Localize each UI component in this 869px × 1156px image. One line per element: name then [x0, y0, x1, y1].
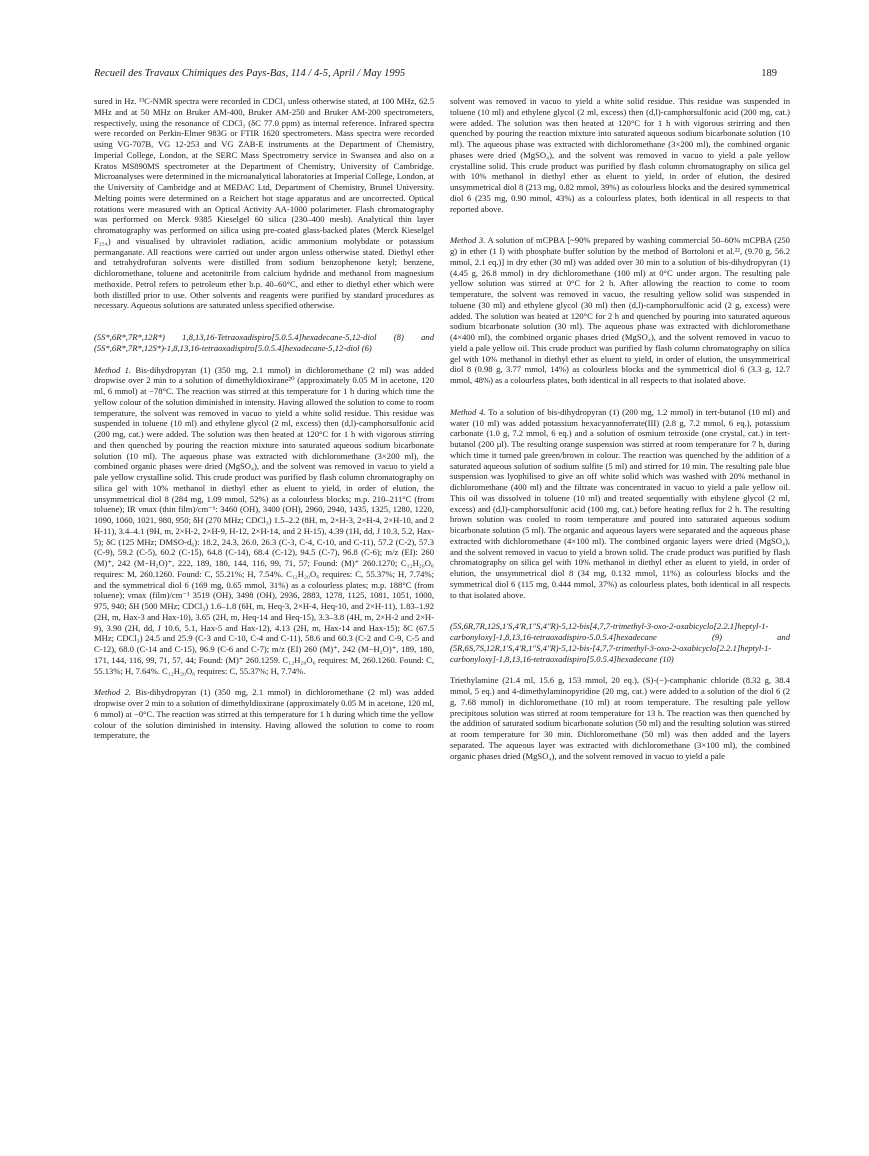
general-methods-paragraph: sured in Hz. ¹³C-NMR spectra were recorded in CDCl₃ unless otherwise stated, at 100 MHz, 62.5 MHz and at 50 MHz on Bruker AM-400, Bruker AM-250 and Bruker AM-200 spectrometers, respectively, using the resonance of CDCl₃ (δC 77.0 ppm) as internal reference. Infrared spectra were recorded on Perkin-Elmer 983G or FTIR 1620 spectrometers. Mass spectra were recorded using VG-707B, VG 12-253 and VG ZAB-E instruments at the Department of Chemistry, Imperial College, London, at the SERC Mass Spectrometry service in Swansea and also on a Kratos MS890MS spectrometer at the Department of Chemistry, University of Cambridge. Microanalyses were determined in the microanalytical laboratories at Imperial College, London, at the University of Cambridge and at MEDAC Ltd, Department of Chemistry, Brunel University. Melting points were determined on a Reichert hot stage apparatus and are uncorrected. Optical rotations were measured with an Optical Activity AA-1000 polarimeter. Flash chromatography was performed on Merck 9385 Kieselgel 60 silica (230–400 mesh). Analytical thin layer chromatography was performed on silica using pre-coated glass-backed plates (Merck Kieselgel F₂₅₄) and visualised by ultraviolet radiation, acidic ammonium molybdate or potassium permanganate. All reactions were carried out under argon unless otherwise stated. Diethyl ether and tetrahydrofuran solvents were distilled from sodium benzophenone ketyl; benzene, dichloromethane, toluene and acetonitrile from calcium hydride and methanol from magnesium methoxide. Petrol refers to petroleum ether b.p. 40–60°C, and ether to diethyl ether which were both distilled prior to use. Other solvents and reagents were purified by standard procedures as necessary. Aqueous solutions are saturated unless specified otherwise.: [94, 96, 434, 311]
method-4-paragraph: [450, 407, 790, 601]
right-column: [450, 96, 790, 761]
method-3-text: A solution of mCPBA [~90% prepared by washing commercial 50–60% mCPBA (250 g) in ether (1 l) with phosphate buffer solution by the method of Bortoloni et al.²², (9.70 g, 56.2 mmol, 2.1 eq.)] in dry ether (30 ml) was added over 30 min to a solution of bis-dihydropyran (1) (4.45 g, 26.8 mmol) in dry dichloromethane (100 ml) at 0°C under argon. The resulting pale yellow solution was stirred at 0°C for 2 h. After allowing the reaction to come to room temperature, the solvent was removed in vacuo, the resulting yellow solid was suspended in toluene (30 ml) and ethylene glycol (30 ml) then (d,l)-camphorsulfonic acid (2 g, excess) were added. The solution was heated at 120°C for 2 h and quenched by pouring into saturated aqueous sodium bicarbonate solution (30 ml). The aqueous phase was extracted with dichloromethane (4×400 ml), the combined organic phases dried (MgSO₄), and the solvent removed in vacuo to yield a pale yellow oil. This crude product was purified by flash column chromatography on silica gel with 10% methanol in diethyl ether as eluent to yield, in order of elution, the unsymmetrical diol 8 (0.98 g, 3.77 mmol, 14%) as colourless blocks and the symmetrical diol 6 (3.3 g, 12.7 mmol, 48%) as a colourless plates, both identical in all respects to that isolated above.: [450, 235, 790, 385]
camphanate-procedure-paragraph: Triethylamine (21.4 ml, 15.6 g, 153 mmol, 20 eq.), (S)-(−)-camphanic chloride (8.32 g, 38.4 mmol, 5 eq.) and 4-dimethylaminopyridine (20 mg, cat.) were added to a solution of the diol 6 (2 g, 7.68 mmol) in dichloromethane (10 ml) at room temperature. The resulting pale yellow precipitous solution was stirred at room temperature for 13 h. The reaction was then quenched by the addition of saturated sodium bicarbonate solution (50 ml) and the resulting solution was stirred at room temperature for 30 min. Dichloromethane (50 ml) was then added and the layers separated. The aqueous layer was extracted with dichloromethane (3×100 ml), the combined organic phases dried (MgSO₄), and the solvent removed in vacuo to yield a pale: [450, 675, 790, 761]
method-4-text: To a solution of bis-dihydropyran (1) (200 mg, 1.2 mmol) in tert-butanol (10 ml) and water (10 ml) was added potassium hexacyannoferrate(III) (2.8 g, 7.2 mmol, 6 eq.), potassium carbonate (1.0 g, 7.2 mmol, 6 eq.) and a solution of osmium tetroxide (one crystal, cat.) in tert-butanol (200 µl). The resulting orange suspension was stirred at room temperature for 7 h, during which time it turned pale green/brown in colour. The reaction was quenched by the addition of a saturated aqueous solution of sodium sulfite (5 ml) and stirred for 10 min. The resulting pale blue suspension was lyophilised to give an off white solid which was washed with 20% methanol in dichloromethane (400 ml) and the filtrate was concentrated in vacuo to yield a pale yellow oil. This oil was dissolved in toluene (10 ml) and treated sequentially with ethylene glycol (2 ml, excess) and (d,l)-camphorsulfonic acid (100 mg, cat.) before heating reflux for 2 h. The resulting brown solution was cooled to room temperature and poured into saturated aqueous sodium bicarbonate solution (5 ml). The organic and aqueous layers were separated and the aqueous phase extracted with dichloromethane (4×100 ml). The combined organic layers were dried (MgSO₄), and the solvent removed in vacuo to yield a brown solid. The crude product was purified by flash chromatography on silica gel with 10% methanol in diethyl ether as eluent to yield, in order of elution, the unsymmetrical diol 8 (34 mg, 0.132 mmol, 11%) as colourless blocks and the symmetrical diol 6 (115 mg, 0.444 mmol, 37%) as colourless plates, both identical in all respects to that isolated above.: [450, 406, 790, 600]
left-column: [94, 96, 434, 741]
method-2-paragraph: [94, 687, 434, 741]
method-2-text: Bis-dihydropyran (1) (350 mg, 2.1 mmol) in dichloromethane (2 ml) was added dropwise over 2 min to a solution of dimethyldioxirane (approximately 0.05 M in acetone, 120 ml, 6 mmol) at −0°C. The reaction was stirred at this temperature for 1 h during which time the yellow colour of the solution diminished in intensity. Having allowed the solution to come to room temperature, the: [94, 687, 434, 741]
running-header: [94, 68, 777, 82]
compound-heading-2: (5S,6R,7R,12S,1'S,4'R,1''S,4''R)-5,12-bis[4,7,7-trimethyl-3-oxo-2-oxabicyclo[2.2.1]heptyl-1-carbonyloxy]-1,8,13,16-tetraoxadispiro-5.0.5.4]hexadecane (9) and (5R,6S,7S,12R,1'S,4'R,1''S,4''R)-5,12-bis-[4,7,7-trimethyl-3-oxo-2-oxabicyclo[2.2.1]heptyl-1-carbonyloxy]-1,8,13,16-tetraoxadispiro[5.0.5.4]hexadecane (10): [450, 621, 790, 664]
method-1-label: Method 1.: [94, 364, 132, 375]
method-3-label: Method 3.: [450, 235, 486, 246]
method-4-label: Method 4.: [450, 406, 486, 417]
method-2-label: Method 2.: [94, 687, 132, 698]
method-2-continued: solvent was removed in vacuo to yield a white solid residue. This residue was suspended in toluene (10 ml) and ethylene glycol (2 ml, excess) then (d,l)-camphorsulfonic acid (200 mg, cat.) were added. The solution was then heated at 120°C for 1 h with vigorous strirring and then quenched by pouring the reaction mixture into saturated aqueous sodium bicarbonate solution (10 ml). The aqueous phase was extracted with dichloromethane (3×200 ml), the combined organic phases were dried (MgSO₄), and the solvent was removed in vacuo to yield a pale yellow crystalline solid. This crude product was purified by flash column chromatography on silica gel with 10% methanol in diethyl ether as eluent to yield, in order of elution, the desired unsymmetrical diol 8 (213 mg, 0.82 mmol, 39%) as colourless blocks and the desired symmetrical diol 6 (235 mg, 0.90 mmol, 43%) as a colourless plates, both identical in all respects to that reported above.: [450, 96, 790, 214]
method-3-paragraph: [450, 235, 790, 386]
compound-heading: (5S*,6R*,7R*,12R*) 1,8,13,16-Tetraoxadispiro[5.0.5.4]hexadecane-5,12-diol (8) and (5S*,6R*,7R*,12S*)-1,8,13,16-tetraoxadispiro[5.0.5.4]hexadecane-5,12-diol (6): [94, 332, 434, 353]
journal-citation: Recueil des Travaux Chimiques des Pays-Bas, 114 / 4-5, April / May 1995: [94, 68, 406, 79]
page-number: 189: [761, 68, 777, 79]
method-1-paragraph: [94, 365, 434, 677]
method-1-text: Bis-dihydropyran (1) (350 mg, 2.1 mmol) in dichloromethane (2 ml) was added dropwise over 2 min to a solution of dimethyldioxirane²⁰ (approximately 0.05 M in acetone, 120 ml, 6 mmol) at −78°C. The reaction was stirred at this temperature for 1 h during which time the yellow colour of the solution diminished in intensity. Having allowed the solution to come to room temperature, the solvent was removed in vacuo to yield a white solid residue. This residue was suspended in toluene (10 ml) and ethylene glycol (2 ml, excess) then (d,l)-camphorsulfonic acid (200 mg, cat.) were added. The solution was then heated at 120°C for 1 h with vigorous stirring and then quenched by pouring the reaction mixture into saturated aqueous sodium bicarbonate solution (10 ml). The aqueous phase was extracted with dichloromethane (3×200 ml), the combined organic phases were dried (MgSO₄), and the solvent was removed in vacuo to yield a pale yellow crystalline solid. This crude product was purified by flash column chromatography on silica gel with 10% methanol in diethyl ether as eluent to yield, in order of elution, the unsymmetrical diol 8 (284 mg, 1.09 mmol, 52%) as a colourless blocks; m.p. 210–211°C (from toluene); IR νmax (thin film)/cm⁻¹: 3460 (OH), 3400 (OH), 2960, 2940, 1435, 1325, 1280, 1220, 1090, 1060, 1021, 980, 950; δH (270 MHz; CDCl₃) 1.5–2.2 (8H, m, 2×H-3, 2×H-4, 2×H-10, and 2 H-11), 3.4–4.1 (9H, m, 2×H-2, 2×H-9, H-12, 2×H-14, and 2 H-15), 4.39 (1H, dd, J 10.3, 5.2, Hax-5); δC (125 MHz; DMSO-d₆): 18.2, 24.3, 26.0, 26.3 (C-3, C-4, C-10, and C-11), 57.2 (C-2), 57.3 (C-9), 59.2 (C-5), 60.2 (C-15), 64.8 (C-14), 68.4 (C-12), 94.5 (C-7), 96.8 (C-6); m/z (EI): 260 (M)⁺, 242 (M−H₂O)⁺, 222, 189, 180, 144, 116, 99, 71, 57; Found: (M)⁺ 260.1270; C₁₂H₂₀O₆ requires: M, 260.1260. Found: C, 55.21%; H, 7.54%. C₁₂H₂₀O₆ requires: C, 55.37%; H, 7.74%; and the symmetrical diol 6 (169 mg, 0.65 mmol, 31%) as a colourless plates; m.p. 188°C (from toluene); νmax (film)/cm⁻¹ 3519 (OH), 3498 (OH), 2936, 2883, 1278, 1125, 1081, 1051, 1000, 975, 940; δH (500 MHz; CDCl₃) 1.6–1.8 (6H, m, Heq-3, 2×H-4, Heq-10, and 2×H-11), 1.83–1.92 (2H, m, Hax-3 and Hax-10), 3.65 (2H, m, Heq-14 and Heq-15), 3.3–3.8 (4H, m, 2×H-2 and 2×H-9), 3.90 (2H, dd, J 10.6, 5.1, Hax-5 and Hax-12), 4.13 (2H, m, Hax-14 and Hax-15); δC (67.5 MHz; CDCl₃) 24.5 and 25.9 (C-3 and C-10, C-4 and C-11), 58.6 and 60.3 (C-2 and C-9, C-5 and C-12), 68.0 (C-14 and C-15), 96.9 (C-6 and C-7); m/z (EI) 260 (M)⁺, 242 (M−H₂O)⁺, 189, 180, 171, 144, 116, 99, 71, 57, 44; Found: (M)⁺ 260.1259. C₁₂H₂₀O₆ requires: M, 260.1260. Found: C, 55.13%; H, 7.64%. C₁₂H₂₀O₆ requires: C, 55.37%; H, 7.74%.: [94, 364, 434, 676]
